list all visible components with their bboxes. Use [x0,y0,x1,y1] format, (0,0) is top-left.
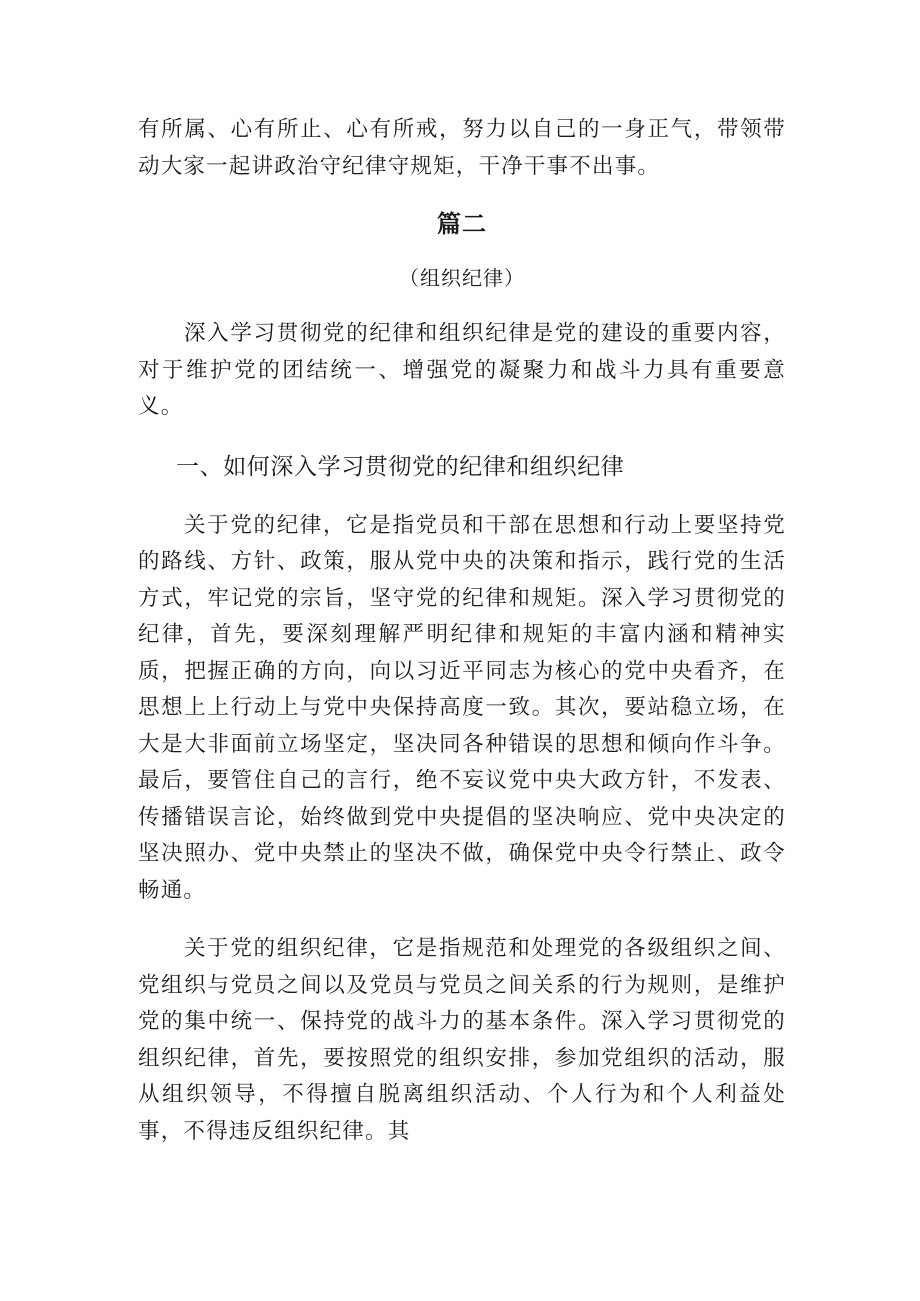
organizational-discipline-paragraph: 关于党的组织纪律，它是指规范和处理党的各级组织之间、党组织与党员之间以及党员与党员之间关系的行为规则，是维护党的集中统一、保持党的战斗力的基本条件。深入学习贯彻党的组织纪律，首先，要按照党的组织安排，参加党组织的活动，服从组织领导，不得擅自脱离组织活动、个人行为和个人利益处事，不得违反组织纪律。其 [138,936,786,1144]
section-heading: 一、如何深入学习贯彻党的纪律和组织纪律 [176,453,625,480]
intro-paragraph: 深入学习贯彻党的纪律和组织纪律是党的建设的重要内容，对于维护党的团结统一、增强党的凝聚力和战斗力具有重要意义。 [138,321,786,419]
chapter-title: 篇二 [437,210,487,238]
document-page [138,112,786,1150]
paragraph-continued: 有所属、心有所止、心有所戒，努力以自己的一身正气，带领带动大家一起讲政治守纪律守规矩，干净干事不出事。 [138,117,786,179]
party-discipline-paragraph: 关于党的纪律，它是指党员和干部在思想和行动上要坚持党的路线、方针、政策，服从党中央的决策和指示，践行党的生活方式，牢记党的宗旨，坚守党的纪律和规矩。深入学习贯彻党的纪律，首先，要深刻理解严明纪律和规矩的丰富内涵和精神实质，把握正确的方向，向以习近平同志为核心的党中央看齐，在思想上上行动上与党中央保持高度一致。其次，要站稳立场，在大是大非面前立场坚定，坚决同各种错误的思想和倾向作斗争。最后，要管住自己的言行，绝不妄议党中央大政方针，不发表、传播错误言论，始终做到党中央提倡的坚决响应、党中央决定的坚决照办、党中央禁止的坚决不做，确保党中央令行禁止、政令畅通。 [138,512,786,903]
chapter-subtitle: （组织纪律） [399,266,525,290]
